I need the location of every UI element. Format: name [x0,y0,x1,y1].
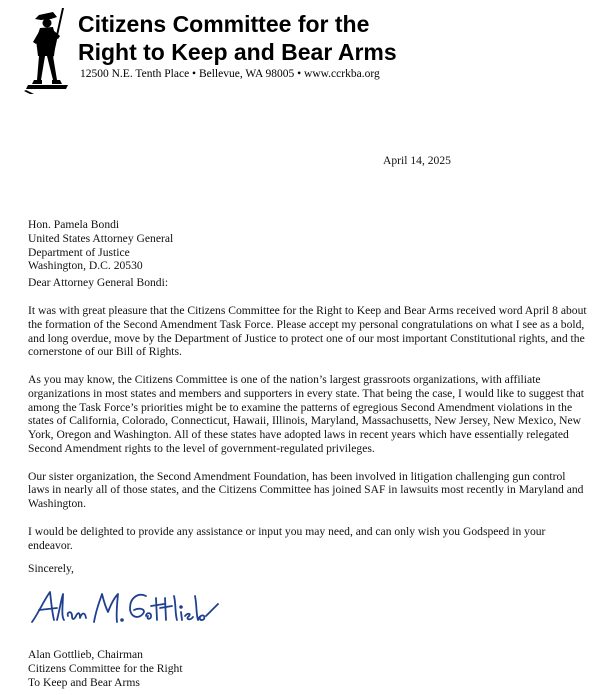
closing: Sincerely, [28,562,74,575]
org-name-line2: Right to Keep and Bear Arms [78,39,397,65]
salutation: Dear Attorney General Bondi: [28,276,169,289]
body-paragraph: Our sister organization, the Second Amendment Foundation, has been involved in litigation challenging gun control laws in nearly all of those states, and the Citizens Committee has joined SAF in lawsuits most recently in Maryland and Washington. [28,469,584,511]
body-paragraph: As you may know, the Citizens Committee is one of the nation’s largest grassroots organizations, with affiliate organizations in most states and members and supporters in every state. That being the case, I would like to suggest that among the Task Force’s priorities might be to examine the patterns of egregious Second Amendment violations in the states of California, Colorado, Connecticut, Hawaii, Illinois, Maryland, Massachusetts, New Jersey, New Mexico, New York, Oregon and Washington. All of these states have adopted laws in recent years which have essentially relegated Second Amendment rights to the level of government-regulated privileges. [28,372,584,455]
letter-date: April 14, 2025 [383,154,451,167]
handwritten-signature [30,586,220,628]
recipient-line: Washington, D.C. 20530 [28,259,143,273]
org-name-line1: Citizens Committee for the [78,11,370,37]
signer-line: Alan Gottlieb, Chairman [28,648,143,661]
organization-name [78,10,397,66]
signer-block [28,648,183,689]
letter-body [28,304,588,566]
recipient-address-block [28,218,173,273]
recipient-line: Department of Justice [28,245,130,259]
signer-line: Citizens Committee for the Right [28,661,183,675]
organization-address: 12500 N.E. Tenth Place • Bellevue, WA 98005 • www.ccrkba.org [80,68,380,80]
recipient-line: United States Attorney General [28,231,174,245]
recipient-line: Hon. Pamela Bondi [28,218,120,231]
signer-line: To Keep and Bear Arms [28,675,140,689]
body-paragraph: It was with great pleasure that the Citizens Committee for the Right to Keep and Bear Arms received word April 8 about the formation of the Second Amendment Task Force. Please accept my personal congratulations on what I see as a bold, and long overdue, move by the Department of Justice to protect one of our most important Constitutional rights, and the cornerstone of our Bill of Rights. [28,304,587,359]
minuteman-silhouette-icon [22,6,74,94]
body-paragraph: I would be delighted to provide any assistance or input you may need, and can only wish you Godspeed in your endeavor. [28,524,546,552]
